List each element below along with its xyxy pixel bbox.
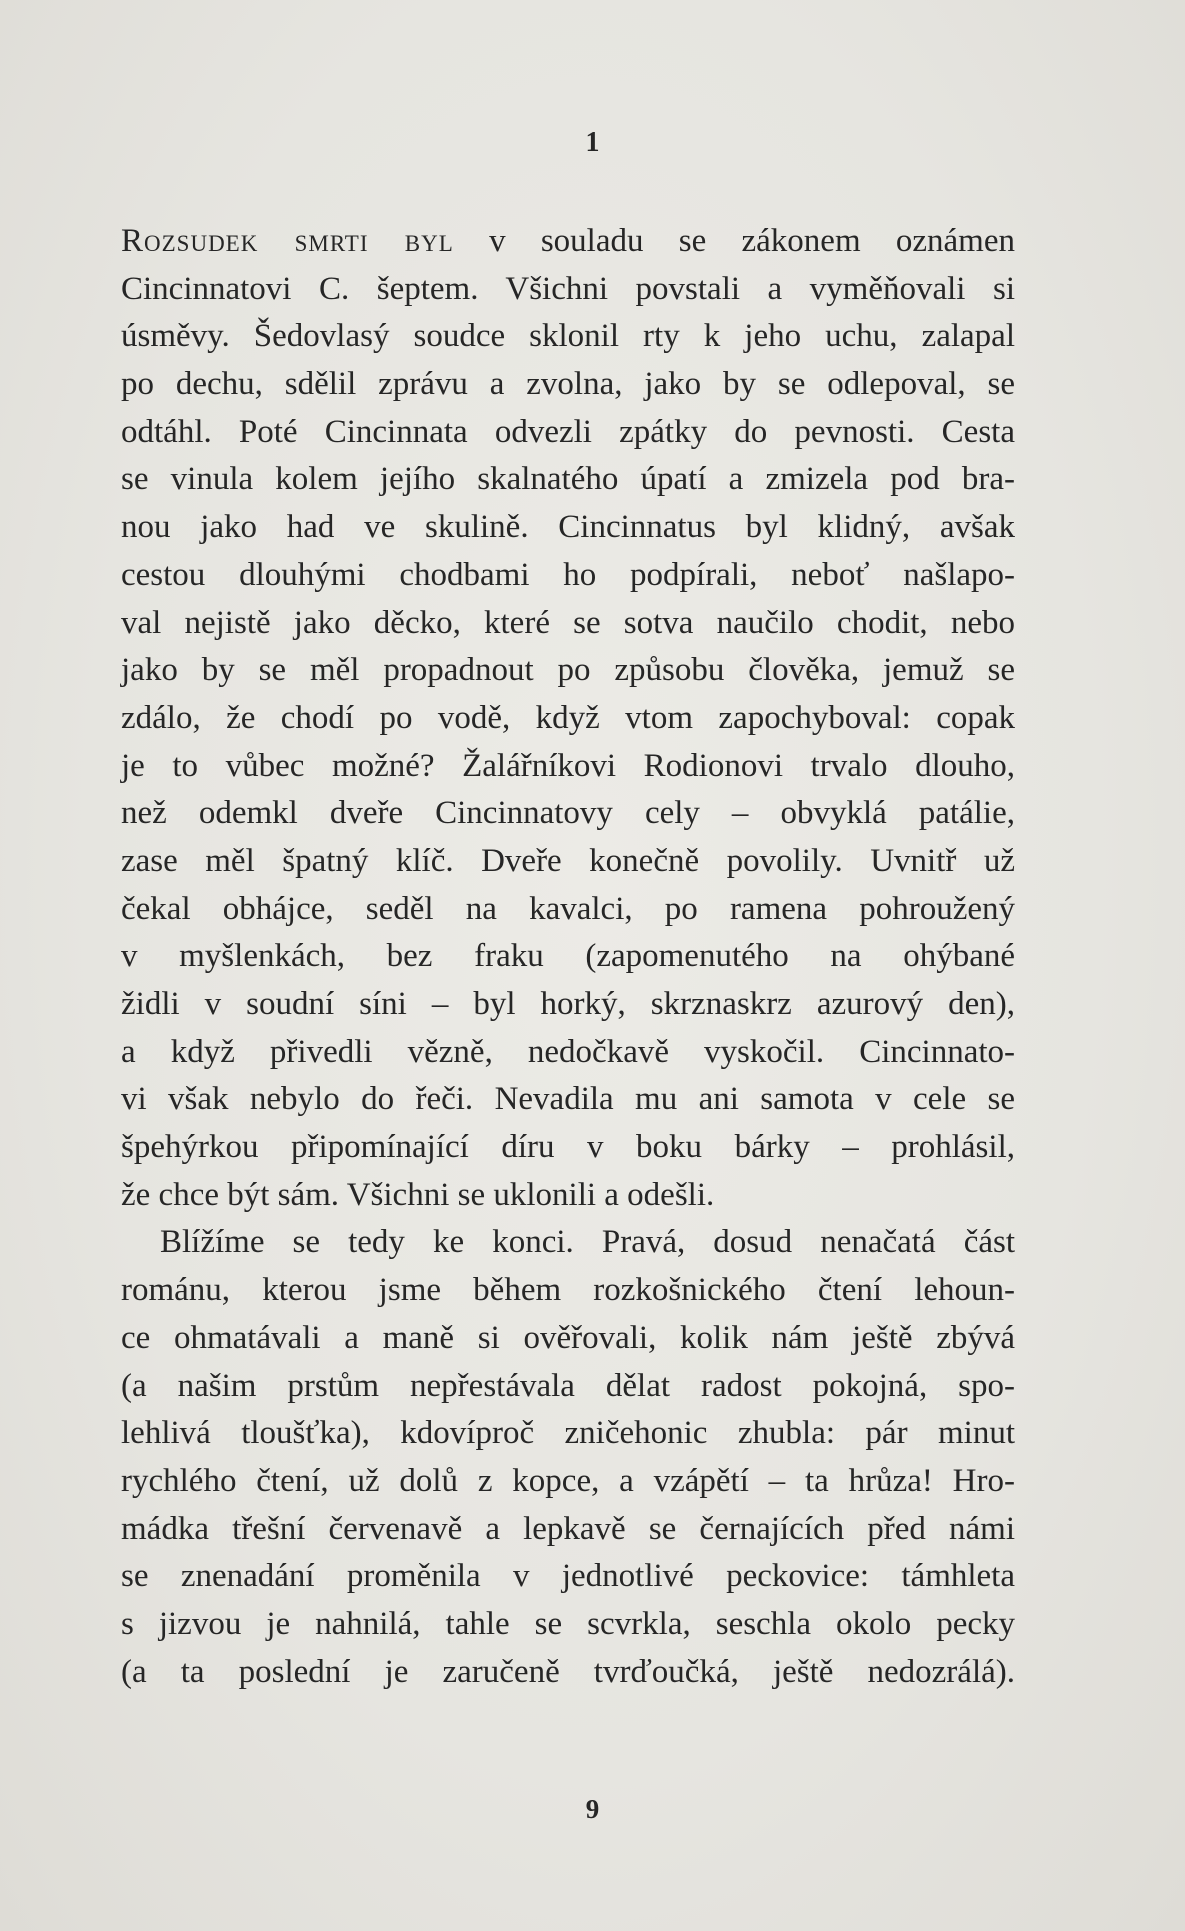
text-line: a když přivedli vězně, nedočkavě vyskočil. Cincinnato- [121,1033,1015,1070]
text-line: špehýrkou připomínající díru v boku bárky – prohlásil, [121,1129,1015,1166]
text-line: je to vůbec možné? Žalářníkovi Rodionovi trvalo dlouho, [121,747,1015,784]
text-line: lehlivá tloušťka), kdovíproč zničehonic zhubla: pár minut [121,1415,1015,1452]
text-line: Blížíme se tedy ke konci. Pravá, dosud nenačatá část [160,1224,1015,1261]
chapter-opening-smallcaps: Rozsudek smrti byl [121,223,454,259]
text-line: židli v soudní síni – byl horký, skrznaskrz azurový den), [121,986,1015,1022]
text-line: mádka třešní červenavě a lepkavě se černajících před námi [121,1510,1015,1547]
text-line: že chce být sám. Všichni se uklonili a odešli. [121,1176,715,1213]
text-line: s jizvou je nahnilá, tahle se scvrkla, seschla okolo pecky [121,1605,1015,1642]
text-line: jako by se měl propadnout po způsobu člověka, jemuž se [121,652,1015,689]
text-line: čekal obhájce, seděl na kavalci, po ramena pohroužený [121,890,1015,927]
text-line: val nejistě jako děcko, které se sotva naučilo chodit, nebo [121,604,1015,641]
page-number: 9 [585,1794,600,1824]
text-line: zase měl špatný klíč. Dveře konečně povolily. Uvnitř už [121,842,1015,879]
text-line: v myšlenkách, bez fraku (zapomenutého na ohýbané [121,938,1015,975]
text-line: vi však nebylo do řeči. Nevadila mu ani samota v cele se [121,1081,1015,1118]
text-line: cestou dlouhými chodbami ho podpírali, neboť našlapo- [121,556,1015,593]
text-line: po dechu, sdělil zprávu a zvolna, jako by se odlepoval, se [121,366,1015,403]
text-line: než odemkl dveře Cincinnatovy cely – obvyklá patálie, [121,795,1015,832]
text-line: nou jako had ve skulině. Cincinnatus byl klidný, avšak [121,509,1015,546]
first-line-rest: v souladu se zákonem oznámen [489,223,1015,259]
text-line: Cincinnatovi C. šeptem. Všichni povstali a vyměňovali si [121,270,1015,307]
text-line: ce ohmatávali a maně si ověřovali, kolik nám ještě zbývá [121,1319,1015,1356]
text-line: románu, kterou jsme během rozkošnického čtení lehoun- [121,1272,1015,1309]
text-line: (a našim prstům nepřestávala dělat radost pokojná, spo- [121,1367,1015,1404]
text-line [121,218,1015,266]
text-line: se znenadání proměnila v jednotlivé peckovice: támhleta [121,1558,1015,1595]
text-line: zdálo, že chodí po vodě, když vtom zapochyboval: copak [121,699,1015,736]
chapter-number: 1 [585,127,600,158]
body-text [121,218,1015,1696]
text-line: se vinula kolem jejího skalnatého úpatí a zmizela pod bra- [121,461,1015,498]
text-line: úsměvy. Šedovlasý soudce sklonil rty k jeho uchu, zalapal [121,318,1015,355]
text-line: rychlého čtení, už dolů z kopce, a vzápětí – ta hrůza! Hro- [121,1462,1015,1499]
text-line: odtáhl. Poté Cincinnata odvezli zpátky do pevnosti. Cesta [121,413,1015,450]
text-line: (a ta poslední je zaručeně tvrďoučká, ještě nedozrálá). [121,1653,1015,1690]
